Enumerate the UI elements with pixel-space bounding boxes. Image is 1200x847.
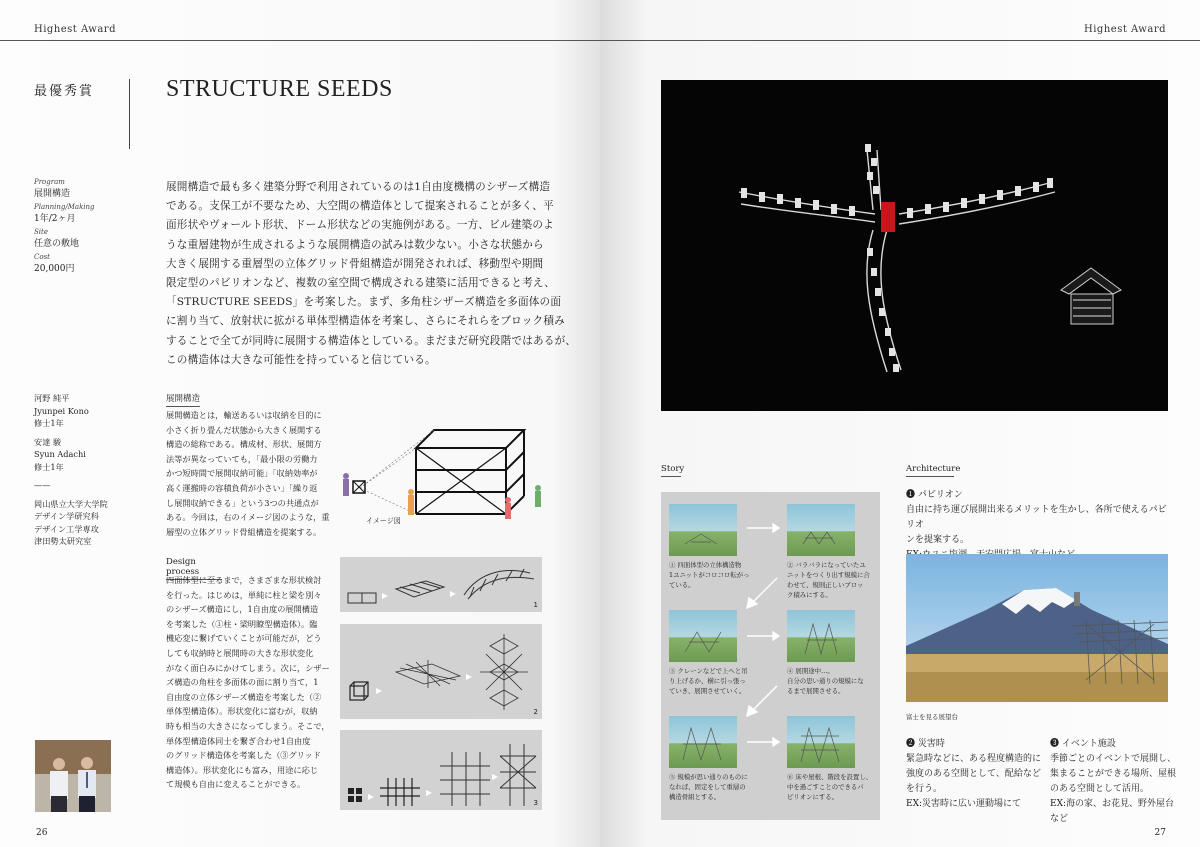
right-page: [600, 0, 1200, 847]
disaster-example: EX:災害時に広い運動場にて: [906, 799, 1022, 809]
design-line: のシザーズ構造にし，1自由度の展開構造: [166, 604, 319, 615]
story-panel: [661, 492, 880, 820]
panel-number: 2: [533, 708, 538, 716]
disaster-text: を行う。: [906, 784, 943, 794]
affiliation-line: デザイン工学専攻: [34, 523, 99, 534]
running-head-left: Highest Award: [34, 24, 116, 35]
design-line: 時も相当の大きさになってしまう。そこで，: [166, 720, 330, 731]
tenkai-line: 構造の総称である。構成材、形状、展開方: [166, 439, 322, 450]
story-arrows: [661, 492, 880, 820]
disaster-text: 緊急時などに、ある程度構造的に: [906, 754, 1042, 764]
panel-number: 3: [533, 799, 538, 807]
event-text: 集まることができる場所、屋根: [1050, 769, 1177, 779]
process-diagram-2: [340, 624, 542, 719]
event-text: のある空間として活用。: [1050, 784, 1150, 794]
header-rule: [0, 40, 600, 41]
team-photo: [35, 740, 111, 812]
author-name-en: Syun Adachi: [34, 449, 86, 459]
page-title: STRUCTURE SEEDS: [166, 76, 393, 102]
tenkai-text: [166, 408, 341, 539]
design-line: を行った。はじめは，単純に柱と梁を別々: [166, 589, 322, 600]
author-grade: 修士1年: [34, 461, 64, 472]
pavilion-text: ンを提案する。: [906, 535, 970, 545]
author-name-ja: 安達 駿: [34, 436, 62, 447]
tenkai-line: 展開構造とは，輸送あるいは収納を目的に: [166, 410, 322, 420]
story-caption-2: ② バラバラになっていたユ ニットをつくり出す規模に合 わせて、規則正しいブロッ ク積みにする。: [787, 561, 870, 599]
disaster-block: [906, 737, 1042, 812]
design-line: 単体型構造体）。形状変化に富むが，収納: [166, 706, 318, 717]
main-text-line: することで全てが同時に展開する構造体としている。まだまだ研究段階ではあるが、: [166, 334, 577, 347]
panel-number: 1: [533, 601, 538, 609]
design-line: 四面体型に至るまで，さまざまな形状検討: [166, 575, 322, 585]
affiliation-line: 岡山県立大学大学院: [34, 498, 108, 509]
main-text-line: 限定型のパビリオンなど、複数の室空間で構成される建築に活用できると考え、: [166, 277, 556, 290]
affiliation-line: 津田勢太研究室: [34, 536, 92, 546]
design-line: を考案した（①柱・梁明瞭型構造体）。臨: [166, 618, 318, 629]
meta-planning-value: 1年/2ヶ月: [34, 214, 76, 224]
tenkai-heading: 展開構造: [166, 392, 200, 407]
design-line: 機応変に繋げていくことが可能だが，どう: [166, 633, 322, 644]
process-panel-2: [340, 624, 542, 719]
event-title: ❸ イベント施設: [1050, 739, 1116, 749]
image-caption: イメージ図: [366, 517, 401, 525]
fuji-photo-caption: 富士を見る展望台: [906, 713, 958, 721]
event-example: EX:海の家、お花見、野外屋台: [1050, 799, 1175, 809]
meta-program-value: 展開構造: [34, 189, 71, 199]
running-head-right: Highest Award: [1084, 24, 1166, 35]
main-text-line: うな重層建物が生成されるような展開構造の試みは数少ない。小さな状態から: [166, 238, 544, 251]
meta-program-label: Program: [34, 178, 65, 186]
main-text: [166, 178, 586, 370]
pavilion-block: [906, 488, 1174, 563]
process-panel-1: [340, 557, 542, 612]
story-caption-4: ④ 展開途中…。 自分の思い通りの規模にな るまで展開させる。: [787, 667, 864, 695]
main-text-line: に割り当て、放射状に拡がる単体型構造体を考案し、さらにそれらをブロック積み: [166, 315, 565, 328]
red-node: [881, 202, 895, 232]
event-text: 季節ごとのイベントで展開し、: [1050, 754, 1177, 764]
design-line: がなく面白みにかけてしまう。次に，シザー: [166, 662, 330, 673]
tenkai-line: 小さく折り畳んだ状態から大きく展開する: [166, 424, 322, 435]
tenkai-line: し展開収納できる」という3つの共通点が: [166, 497, 319, 508]
story-caption-6: ⑥ 床や屋根、階段を設置し、 中を過ごすことのできるパ ビリオンにする。: [787, 773, 873, 801]
pavilion-title: ❶ パビリオン: [906, 490, 963, 500]
design-line: 自由度の立体シザーズ構造を考案した（②: [166, 691, 322, 702]
design-process-text: [166, 573, 338, 792]
design-line: のグリッド構造体を考案した（③グリッド: [166, 750, 321, 761]
author-grade: 修士1年: [34, 418, 64, 428]
hero-model-photo: [661, 80, 1168, 411]
meta-site-value: 任意の敷地: [34, 239, 80, 249]
image-diagram: [338, 418, 568, 530]
award-label: 最優秀賞: [34, 84, 95, 99]
process-panel-3: [340, 730, 542, 810]
tenkai-line: 層型の立体グリッド骨組構造を提案する。: [166, 526, 322, 537]
event-block: [1050, 737, 1176, 827]
tenkai-line: 高く運搬時の容積負荷が小さい」「繰り返: [166, 482, 318, 493]
story-caption-1: ① 四面体型の立体構造物 1ユニットがコロコロ転がっ ている。: [669, 561, 750, 589]
fuji-photo: [906, 554, 1168, 702]
story-heading: Story: [661, 464, 681, 477]
main-text-line: 「STRUCTURE SEEDS」を考案した。まず、多角柱シザーズ構造を多面体の面: [166, 296, 562, 309]
page-number-right: 27: [1154, 828, 1166, 838]
header-rule: [600, 40, 1200, 41]
disaster-text: 強度のある空間として、配給など: [906, 769, 1041, 779]
story-caption-3: ③ クレーンなどで上へと吊 り上げるか、横に引っ張っ ていき、展開させていく。: [669, 667, 748, 695]
design-line: ズ構造の角柱を多面体の面に割り当て，1: [166, 677, 319, 688]
author-name-ja: 河野 純平: [34, 393, 70, 403]
design-line: 構造体）。形状変化にも富み，用途に応じ: [166, 764, 318, 775]
story-caption-5: ⑤ 規模が思い通りのものに なれば、固定をして重層の 構造骨組とする。: [669, 773, 748, 801]
meta-planning-label: Planning/Making: [34, 203, 95, 211]
project-meta: [34, 178, 144, 274]
main-text-line: 大きく展開する重層型の立体グリッド骨組構造が開発されれば、移動型や期間: [166, 257, 544, 270]
authors: [34, 392, 144, 548]
process-diagram-1: [340, 557, 542, 612]
pavilion-text: 自由に持ち運び展開出来るメリットを生かし、各所で使えるパビリオ: [906, 505, 1167, 530]
process-diagram-3: [340, 730, 542, 810]
affiliation-line: デザイン学研究科: [34, 511, 99, 521]
design-line: 単体型構造体同士を繋ぎ合わせ1自由度: [166, 735, 311, 746]
main-text-line: である。支保工が不要なため、大空間の構造体として提案されることが多く、平: [166, 200, 554, 213]
meta-cost-label: Cost: [34, 253, 50, 261]
main-text-line: 面形状やヴォールト形状、ドーム形状などの実施例がある。一方、ビル建築のよ: [166, 219, 554, 232]
meta-site-label: Site: [34, 228, 48, 236]
design-line: て規模も自由に変えることができる。: [166, 779, 306, 790]
main-text-line: 展開構造で最も多く建築分野で利用されているのは1自由度機構のシザーズ構造: [166, 181, 551, 193]
design-line: しても収納時と展開時の大きな形状変化: [166, 647, 314, 658]
tenkai-line: かつ短時間で展開収納可能」「収納効率が: [166, 468, 318, 479]
author-name-en: Jyunpei Kono: [34, 405, 89, 416]
event-example: など: [1050, 814, 1069, 824]
author-divider: ——: [34, 480, 51, 490]
meta-cost-value: 20,000円: [34, 264, 75, 274]
architecture-heading: Architecture: [906, 464, 954, 477]
main-text-line: この構造体は大きな可能性を持っていると信じている。: [166, 353, 436, 366]
tenkai-line: 法等が異なっていても，「最小限の労働力: [166, 453, 318, 464]
disaster-title: ❷ 災害時: [906, 739, 945, 749]
tenkai-line: ある。今回は，右のイメージ図のような，重: [166, 512, 330, 523]
page-number-left: 26: [36, 828, 48, 838]
title-divider: [129, 79, 130, 149]
design-process-heading: Design process: [166, 557, 222, 580]
